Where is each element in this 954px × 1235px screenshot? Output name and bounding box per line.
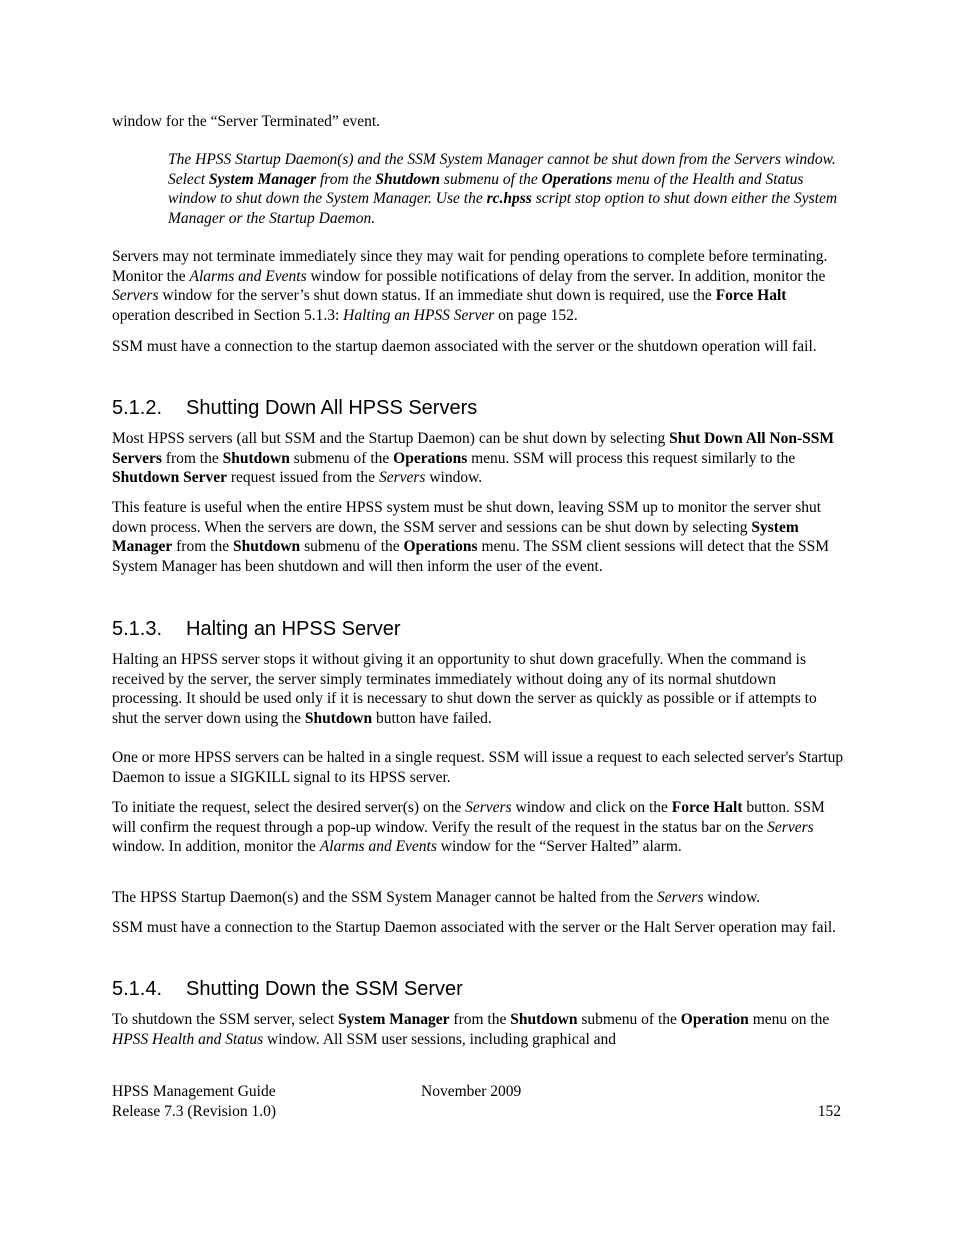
text-run: from the (172, 538, 233, 556)
paragraph-halt-connection (112, 918, 846, 938)
text-run: Shutdown (510, 1011, 578, 1028)
text-run: rc.hpss (486, 190, 532, 208)
text-run: window. (703, 889, 761, 906)
text-run: System Manager (338, 1011, 450, 1028)
text-run: window and click on the (511, 799, 672, 816)
text-run: Shutdown Server (112, 469, 227, 487)
text-run: Shutdown (375, 170, 441, 188)
text-run: script stop option to shut down either the System Manager or the Startup Daemon. (168, 190, 838, 228)
note-paragraph (168, 150, 840, 229)
text-run: To shutdown the SSM server, select (112, 1011, 339, 1028)
text-run: menu. SSM will process this request similarly to the (467, 449, 796, 467)
text-run: Halting an HPSS Server (343, 307, 495, 325)
section-title: Halting an HPSS Server (186, 618, 401, 640)
text-run: window. (425, 469, 483, 487)
text-run: Operations (541, 170, 613, 188)
text-run: The HPSS Startup Daemon(s) and the SSM System Manager cannot be shut down from the Servers window. Select (168, 151, 836, 188)
text-run: To initiate the request, select the desired server(s) on the (112, 799, 466, 816)
paragraph-feature-useful (112, 498, 846, 577)
text-run: on page 152. (494, 307, 578, 325)
text-run: Shutdown (304, 710, 373, 728)
text-run: Force Halt (671, 799, 743, 816)
text-run: Servers (767, 818, 814, 836)
text-run: This feature is useful when the entire HPSS system must be shut down, leaving SSM up to monitor the server shut down process. When the servers are down, the SSM server and sessions can be shut down by selecting (112, 499, 822, 536)
text-run: button. SSM will confirm the request through a pop-up window. Verify the result of the request in the status bar on the (112, 799, 825, 836)
text-run: menu of the Health and Status window to shut down the System Manager. Use the (168, 170, 804, 208)
paragraph-connection-required (112, 337, 846, 357)
text-run: Shut Down All Non-SSM Servers (112, 430, 835, 467)
text-run: operation described in Section 5.1.3: (112, 307, 344, 325)
text-run: System Manager (112, 518, 799, 556)
paragraph-initiate-request (112, 798, 846, 857)
section-number: 5.1.2. (112, 397, 163, 419)
text-run: SSM must have a connection to the startup daemon associated with the server or the shutdown operation will fail. (112, 338, 817, 355)
paragraph-cannot-be-halted (112, 888, 846, 908)
text-run: window for possible notifications of delay from the server. In addition, monitor the (306, 267, 826, 285)
section-number: 5.1.4. (112, 978, 163, 1000)
text-run: window. All SSM user sessions, including graphical and (263, 1030, 617, 1048)
heading-5-1-3 (112, 617, 401, 641)
text-run: Alarms and Events (189, 267, 307, 285)
text-run: from the (449, 1011, 511, 1028)
paragraph-shutdown-all (112, 429, 846, 488)
text-run: from the (316, 170, 376, 188)
paragraph-servers-terminate (112, 247, 846, 326)
footer-date: November 2009 (421, 1083, 522, 1100)
footer-release: Release 7.3 (Revision 1.0) (112, 1103, 277, 1120)
text-run: button have failed. (372, 710, 492, 728)
text-run: window for the server’s shut down status. If an immediate shut down is required, use the (158, 287, 716, 305)
section-title: Shutting Down the SSM Server (186, 978, 463, 1000)
text-run: submenu of the (440, 170, 542, 188)
text-run: Halting an HPSS server stops it without giving it an opportunity to shut down gracefully. When the command is received by the server, the server simply terminates immediately without doing any of its normal shutdown processing. It should be used only if it is necessary to shut down the server as quickly as possible or if attempts to shut the server down using the (112, 651, 817, 728)
text-run: from the (161, 449, 223, 467)
text-run: Most HPSS servers (all but SSM and the Startup Daemon) can be shut down by selecting (112, 430, 670, 447)
continuation-text: window for the “Server Terminated” event. (112, 113, 381, 130)
paragraph-halt-single-request (112, 748, 846, 787)
text-run: Shutdown (222, 449, 290, 467)
text-run: request issued from the (226, 469, 379, 487)
text-run: Servers (378, 469, 426, 487)
text-run: Servers (112, 287, 159, 305)
text-run: window. In addition, monitor the (112, 838, 320, 856)
text-run: Operations (403, 538, 478, 556)
footer-doc-title: HPSS Management Guide (112, 1083, 276, 1100)
text-run: submenu of the (577, 1011, 681, 1028)
heading-5-1-4 (112, 977, 463, 1001)
paragraph-halting-description (112, 650, 846, 729)
text-run: Force Halt (715, 287, 787, 305)
text-run: menu. The SSM client sessions will detect that the SSM System Manager has been shutdown and will then inform the user of the event. (112, 538, 830, 576)
text-run: menu on the (748, 1011, 830, 1028)
text-run: Servers (657, 889, 704, 906)
text-run: Operation (680, 1011, 749, 1028)
text-run: HPSS Health and Status (112, 1030, 264, 1048)
footer-page-number: 152 (817, 1103, 841, 1120)
text-run: Alarms and Events (319, 838, 437, 856)
text-run: System Manager (208, 170, 317, 188)
text-run: Operations (393, 449, 468, 467)
section-number: 5.1.3. (112, 618, 163, 640)
text-run: Servers (465, 799, 512, 816)
text-run: SSM must have a connection to the Startup Daemon associated with the server or the Halt Server operation may fail. (112, 919, 836, 936)
section-title: Shutting Down All HPSS Servers (186, 397, 478, 419)
text-run: Servers may not terminate immediately since they may wait for pending operations to complete before terminating. Monitor the (112, 248, 828, 285)
text-run: submenu of the (289, 449, 394, 467)
text-run: One or more HPSS servers can be halted in a single request. SSM will issue a request to each selected server's Startup Daemon to issue a SIGKILL signal to its HPSS server. (112, 749, 844, 786)
heading-5-1-2 (112, 396, 477, 420)
text-run: submenu of the (300, 538, 404, 556)
text-run: The HPSS Startup Daemon(s) and the SSM System Manager cannot be halted from the (112, 889, 657, 906)
text-run: Shutdown (232, 538, 301, 556)
paragraph-shutdown-ssm (112, 1010, 846, 1049)
text-run: window for the “Server Halted” alarm. (436, 838, 682, 856)
